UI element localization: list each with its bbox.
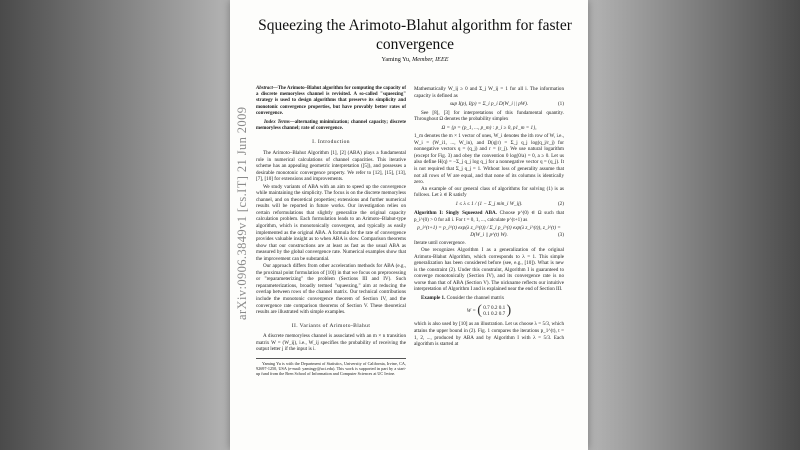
algorithm-1-label: Algorithm I: Singly Squeezed ABA.	[414, 210, 497, 217]
right-paragraph-7: which is also used by [10] as an illustration. Let us choose λ = 5/3, which attains the upper bound in (2). Fig. 1 compares the iterations p_1^(t), t = 1, 2, ..., produced by ABA and by Algorithm I with λ = 5/3. Each algorithm is started at	[414, 321, 564, 348]
author-footnote: Yaming Yu is with the Department of Statistics, University of California, Irvine, CA, 92697-1250, USA (e-mail: yamingy@uci.edu). This work is supported in part by a start-up fund from the Bren School of Information and Computer Sciences at UC Irvine.	[256, 358, 406, 376]
algorithm-1-text: Choose p^(0) ∈ Ω such that p_i^(0) > 0 for all i. For t = 0, 1, ..., calculate p^(t+1) as	[414, 210, 564, 223]
section-heading-variants: II. Variants of Arimoto-Blahut	[291, 322, 371, 329]
right-paragraph-6: One recognizes Algorithm I as a generalization of the original Arimoto-Blahut Algorithm, which corresponds to λ = 1. This simple generalization has been considered before (see, e.g., [10]). What is new is the constraint (2). Under this constraint, Algorithm I is guaranteed to converge monotonically (Section IV), and its convergence rate is no worse than that of ABA (Section V). The nickname reflects our intuitive interpretation of Algorithm I and is explained near the end of Section III.	[414, 247, 564, 293]
right-paragraph-3: 1_m denotes the m × 1 vector of ones, W_i denotes the ith row of W, i.e., W_i = (W_i1, ..., W_in), and D(q||r) = Σ_j q_j log(q_j/r_j) for nonnegative vectors q = (q_j) and r = (r_j). We use natural logarithm (except for Fig. 3) and obey the convention 0 log(0/a) = 0, a ≥ 0. Let us also define H(q) = −Σ_j q_j log q_j for a nonnegative vector q = (q_j). It is not required that Σ_j q_j = 1. Without loss of generality assume that not all rows of W are equal, and that none of its columns is identically zero.	[414, 133, 564, 186]
paper-page	[230, 0, 588, 450]
matrix-row-2: 0.1 0.2 0.7	[483, 311, 506, 318]
author-name: Yaming Yu,	[381, 56, 411, 63]
equation-2	[414, 201, 564, 208]
equation-3	[414, 225, 564, 238]
example-1-label: Example 1.	[421, 294, 446, 301]
abstract	[256, 86, 406, 117]
right-column	[414, 86, 564, 348]
left-column	[256, 86, 406, 376]
section-heading-introduction: I. Introduction	[312, 139, 350, 146]
equation-2-body: 1 ≤ λ ≤ 1 / (1 − Σ_j min_i W_ij).	[455, 200, 523, 207]
right-paragraph-5: Iterate until convergence.	[414, 240, 466, 247]
equation-2-number: (2)	[557, 200, 564, 207]
variants-paragraph-1: A discrete memoryless channel is associated with an m × n transition matrix W = (W_ij), i.e., W_ij specifies the probability of receiving the output letter j if the input is i.	[256, 333, 406, 353]
abstract-label: Abstract	[256, 86, 273, 91]
paper-title: Squeezing the Arimoto-Blahut algorithm for faster convergence	[258, 17, 572, 53]
matrix-right-bracket: )	[506, 303, 512, 319]
author-role: Member, IEEE	[412, 56, 449, 63]
viewer-background-right	[588, 0, 800, 450]
intro-paragraph-3: Our approach differs from other acceleration methods for ABA (e.g., the proximal point formulation of [10]) in that we focus on preprocessing or "reparameterizing" the problem (Sections III and IV). Such reparameterizations, broadly termed "squeezing," aim at reducing the overlap between rows of the channel matrix. Our technical contributions include the monotonic convergence theorem of Section IV, and the convergence rate comparison theorems of Section V. These theoretical results are illustrated with simple examples.	[256, 263, 406, 316]
matrix-row-1: 0.7 0.2 0.1	[483, 304, 506, 311]
author-line	[250, 56, 580, 63]
equation-1-number: (1)	[557, 101, 564, 108]
right-paragraph-2: See [8], [3] for interpretations of this fundamental quantity. Throughout Ω denotes the probability simplex	[414, 109, 564, 123]
index-terms	[256, 120, 406, 132]
right-paragraph-4: An example of our general class of algorithms for solving (1) is as follows. Let λ ∈ R satisfy	[414, 185, 564, 199]
intro-paragraph-1: The Arimoto–Blahut Algorithm [1], [2] (ABA) plays a fundamental role in numerical calculations of channel capacities. This iterative scheme has an appealing geometric interpretation ([5]), and possesses a desirable monotonic convergence property. We refer to [12], [15], [13], [7], [10] for extensions and improvements.	[256, 149, 406, 183]
equation-1-body: sup I(p), I(p) = Σ_i p_i D(W_i || pW).	[449, 101, 529, 108]
intro-paragraph-2: We study variants of ABA with an aim to speed up the convergence while maintaining the simplicity. The focus is on the discrete memoryless channel, and on theoretical properties; extensions and further numerical results will be reported in future works. Our investigation relies on certain reformulations that slightly generalize the original capacity calculation problem. Each formulation leads to an Arimoto–Blahut-type algorithm, which is monotonically convergent, and typically as easily implemented as the original ABA. A formula for the rate of convergence provides valuable insight as to when ABA is slow. Comparison theorems show that our constructions are at least as fast as the usual ABA as measured by the global convergence rate. Numerical examples show that the improvement can be substantial.	[256, 183, 406, 262]
arxiv-identifier[interactable]: arXiv:0906.3849v1 [cs.IT] 21 Jun 2009	[235, 106, 249, 320]
viewer-background-left	[0, 0, 230, 450]
right-paragraph-1: Mathematically W_ij ≥ 0 and Σ_j W_ij = 1 for all i. The information capacity is defined as	[414, 86, 564, 99]
abstract-text: —The Arimoto–Blahut algorithm for computing the capacity of a discrete memoryless channel is revisited. A so-called "squeezing" strategy is used to design algorithms that preserve its simplicity and monotonic convergence properties, but have provably better rates of convergence.	[256, 86, 406, 116]
example-1	[414, 295, 564, 302]
channel-matrix	[414, 304, 564, 318]
equation-simplex: Ω = {p = (p_1, ..., p_m) : p_i ≥ 0, p1_m = 1},	[441, 124, 537, 131]
index-terms-label: Index Terms	[264, 120, 290, 126]
equation-1	[414, 101, 564, 108]
equation-3-number: (3)	[557, 231, 564, 238]
matrix-rows	[483, 305, 505, 318]
example-1-text: Consider the channel matrix	[446, 294, 505, 301]
equation-3-body: p_i^(t+1) = p_i^(t) exp(λ z_i^(t)) / Σ_i p_i^(t) exp(λ z_i^(t)), z_i^(t) = D(W_i || p^(t) W).	[417, 225, 561, 238]
matrix-lhs: W =	[466, 308, 476, 315]
index-terms-text: —alternating minimization; channel capacity; discrete memoryless channel; rate of convergence.	[256, 120, 406, 132]
matrix-left-bracket: (	[477, 303, 482, 319]
algorithm-1	[414, 210, 564, 223]
